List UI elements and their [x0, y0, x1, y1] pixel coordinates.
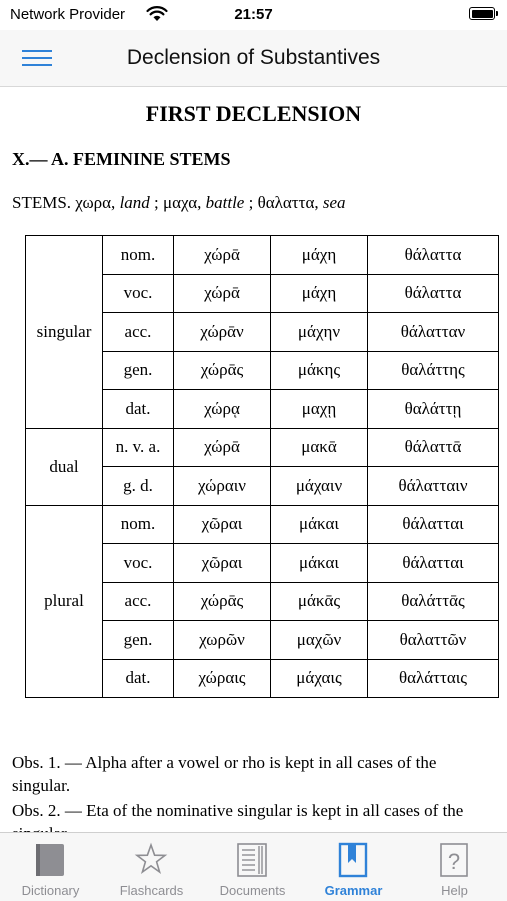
star-icon [134, 841, 168, 879]
stem-separator: ; [248, 193, 254, 212]
form-cell: χωρῶν [174, 621, 271, 660]
form-cell: μάκης [271, 351, 368, 390]
stems-prefix: STEMS. [12, 193, 72, 212]
form-cell: μάχη [271, 236, 368, 275]
form-cell: θάλατταν [368, 313, 499, 352]
tab-documents[interactable] [202, 833, 303, 901]
form-cell: μαχῃ [271, 390, 368, 429]
form-cell: χώρᾱ [174, 236, 271, 275]
case-cell: voc. [103, 274, 174, 313]
book-icon [33, 841, 67, 879]
case-cell: g. d. [103, 467, 174, 506]
carrier-name: Network Provider [10, 6, 126, 23]
stem-greek: θαλαττα, [257, 193, 319, 212]
number-cell: dual [26, 428, 103, 505]
form-cell: χώρᾱν [174, 313, 271, 352]
case-cell: nom. [103, 505, 174, 544]
form-cell: χώρᾱς [174, 582, 271, 621]
tab-grammar[interactable] [303, 833, 404, 901]
form-cell: θάλατται [368, 505, 499, 544]
tab-label: Documents [219, 883, 286, 898]
form-cell: χώραιν [174, 467, 271, 506]
number-cell: singular [26, 236, 103, 429]
form-cell: χῶραι [174, 505, 271, 544]
document-icon [235, 841, 269, 879]
navigation-bar [0, 30, 507, 87]
form-cell: μακᾱ [271, 428, 368, 467]
tab-flashcards[interactable] [101, 833, 202, 901]
form-cell: θαλάττῃ [368, 390, 499, 429]
form-cell: μάκαι [271, 505, 368, 544]
form-cell: θαλάττης [368, 351, 499, 390]
clock: 21:57 [234, 6, 273, 23]
tab-label: Dictionary [21, 883, 80, 898]
tab-label: Flashcards [119, 883, 184, 898]
form-cell: χῶραι [174, 544, 271, 583]
form-cell: μάχην [271, 313, 368, 352]
section-heading: FIRST DECLENSION [145, 101, 362, 126]
tab-bar [0, 832, 507, 901]
form-cell: θάλαττα [368, 236, 499, 275]
case-cell: dat. [103, 659, 174, 698]
observation-1: Obs. 1. — Alpha after a vowel or rho is kept in all cases of the singular. [12, 753, 437, 795]
case-cell: acc. [103, 582, 174, 621]
form-cell: θαλαττῶν [368, 621, 499, 660]
tab-help[interactable] [404, 833, 505, 901]
table-row [26, 428, 499, 467]
form-cell: θαλάτταις [368, 659, 499, 698]
page-title: Declension of Substantives [126, 46, 381, 69]
form-cell: χώρᾱ [174, 428, 271, 467]
stem-greek: χωρα, [75, 193, 116, 212]
form-cell: μάχαιν [271, 467, 368, 506]
stem-greek: μαχα, [163, 193, 202, 212]
section-subheading: X.— A. FEMININE STEMS [12, 149, 231, 169]
stem-gloss: battle [205, 193, 245, 212]
declension-table [25, 235, 499, 698]
form-cell: θάλαττᾱ [368, 428, 499, 467]
form-cell: μαχῶν [271, 621, 368, 660]
stems-line [12, 193, 346, 213]
case-cell: acc. [103, 313, 174, 352]
table-row [26, 505, 499, 544]
form-cell: χώραις [174, 659, 271, 698]
stem-separator: ; [154, 193, 159, 212]
stem-gloss: sea [322, 193, 346, 212]
bookmark-book-icon [336, 841, 370, 879]
number-cell: plural [26, 505, 103, 698]
case-cell: voc. [103, 544, 174, 583]
question-icon [437, 841, 471, 879]
form-cell: χώρᾳ [174, 390, 271, 429]
form-cell: χώρᾱ [174, 274, 271, 313]
case-cell: gen. [103, 351, 174, 390]
stem-gloss: land [119, 193, 150, 212]
form-cell: χώρᾱς [174, 351, 271, 390]
case-cell: dat. [103, 390, 174, 429]
form-cell: θάλαττα [368, 274, 499, 313]
form-cell: μάκαι [271, 544, 368, 583]
form-cell: θαλάττᾱς [368, 582, 499, 621]
form-cell: θάλατται [368, 544, 499, 583]
case-cell: n. v. a. [103, 428, 174, 467]
form-cell: μάκᾱς [271, 582, 368, 621]
battery-icon [469, 7, 495, 20]
tab-dictionary[interactable] [0, 833, 101, 901]
form-cell: μάχαις [271, 659, 368, 698]
svg-text:?: ? [447, 849, 461, 874]
status-bar [0, 0, 507, 30]
grammar-content[interactable] [0, 87, 507, 832]
table-row [26, 236, 499, 275]
form-cell: μάχη [271, 274, 368, 313]
form-cell: θάλατταιν [368, 467, 499, 506]
tab-label: Help [441, 883, 468, 898]
case-cell: nom. [103, 236, 174, 275]
tab-label: Grammar [324, 883, 383, 898]
observation-2: Obs. 2. — Eta of the nominative singular is kept in all cases of the [12, 801, 464, 820]
case-cell: gen. [103, 621, 174, 660]
